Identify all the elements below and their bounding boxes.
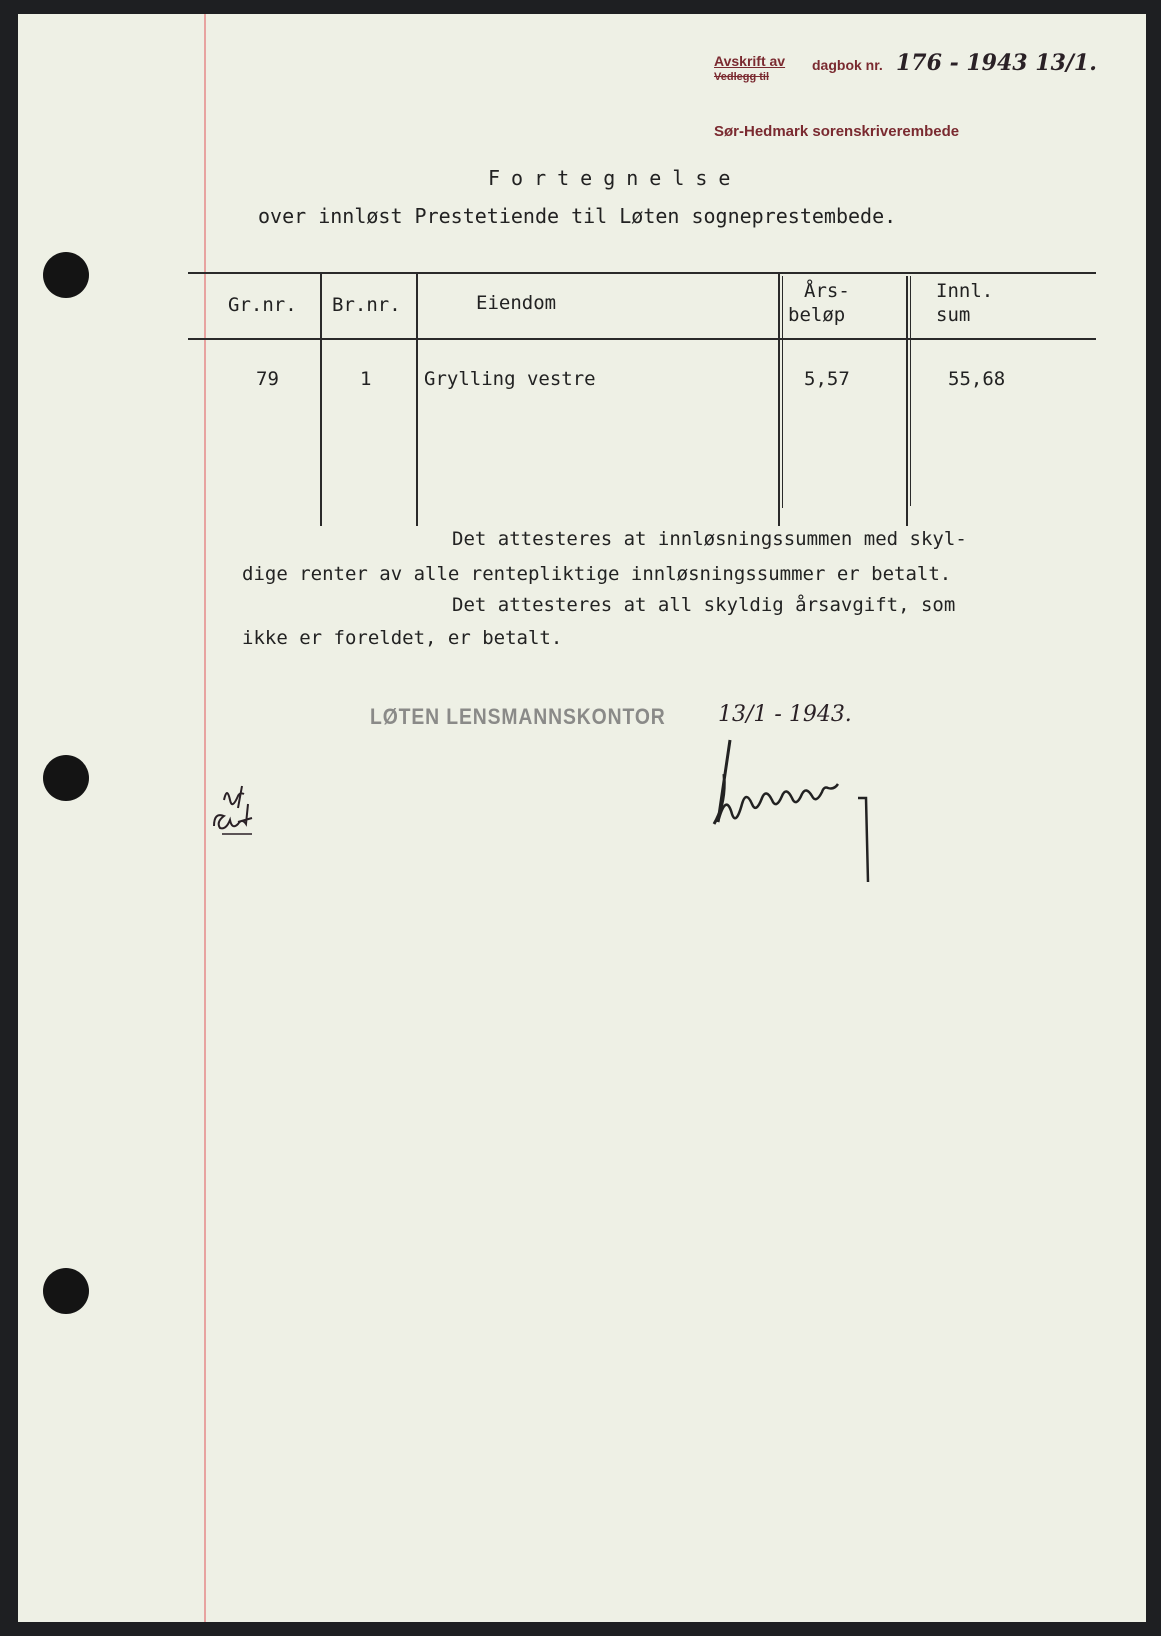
stamp-vedlegg: Vedlegg til [714, 71, 770, 83]
header-ars-2: beløp [788, 304, 846, 326]
stamp-dagbok-label: dagbok nr. [812, 57, 883, 73]
cell-gr: 79 [256, 368, 279, 390]
cell-ars: 5,57 [804, 368, 850, 390]
stamp-office: Sør-Hedmark sorenskriverembede [714, 123, 960, 140]
document-title: Fortegnelse [488, 166, 742, 190]
header-innl-1: Innl. [936, 280, 994, 302]
cell-br: 1 [360, 368, 372, 390]
table-divider [906, 276, 908, 526]
table-header-rule [188, 338, 1096, 340]
attest-line-3: Det attesteres at all skyldig årsavgift, som [452, 594, 956, 616]
initials-signature [204, 778, 274, 848]
punch-hole [43, 755, 89, 801]
header-br: Br.nr. [332, 294, 401, 316]
attest-line-4: ikke er foreldet, er betalt. [242, 627, 563, 649]
table-divider [782, 276, 783, 508]
cell-innl: 55,68 [948, 368, 1006, 390]
header-ars-1: Års- [804, 280, 850, 302]
header-gr: Gr.nr. [228, 294, 297, 316]
document-page [18, 14, 1146, 1622]
punch-hole [43, 1268, 89, 1314]
table-top-rule [188, 272, 1096, 274]
table-divider [320, 274, 322, 526]
attest-line-1: Det attesteres at innløsningssummen med skyl- [452, 528, 967, 550]
table-divider [416, 274, 418, 526]
document-subtitle: over innløst Prestetiende til Løten sogneprestembede. [258, 204, 897, 228]
table-divider [778, 274, 780, 526]
attest-line-2: dige renter av alle rentepliktige innløsningssummer er betalt. [242, 563, 952, 585]
table-divider [910, 276, 911, 506]
header-innl-2: sum [936, 304, 971, 326]
handwritten-date: 13/1 - 1943. [718, 702, 852, 727]
dagbok-number: 176 - 1943 13/1. [896, 50, 1097, 76]
punch-hole [43, 252, 89, 298]
official-signature [708, 734, 898, 884]
stamp-avskrift: Avskrift av [714, 53, 786, 69]
header-eiendom: Eiendom [476, 292, 557, 314]
cell-eiendom: Grylling vestre [424, 368, 596, 390]
lensmann-stamp: LØTEN LENSMANNSKONTOR [370, 704, 666, 729]
